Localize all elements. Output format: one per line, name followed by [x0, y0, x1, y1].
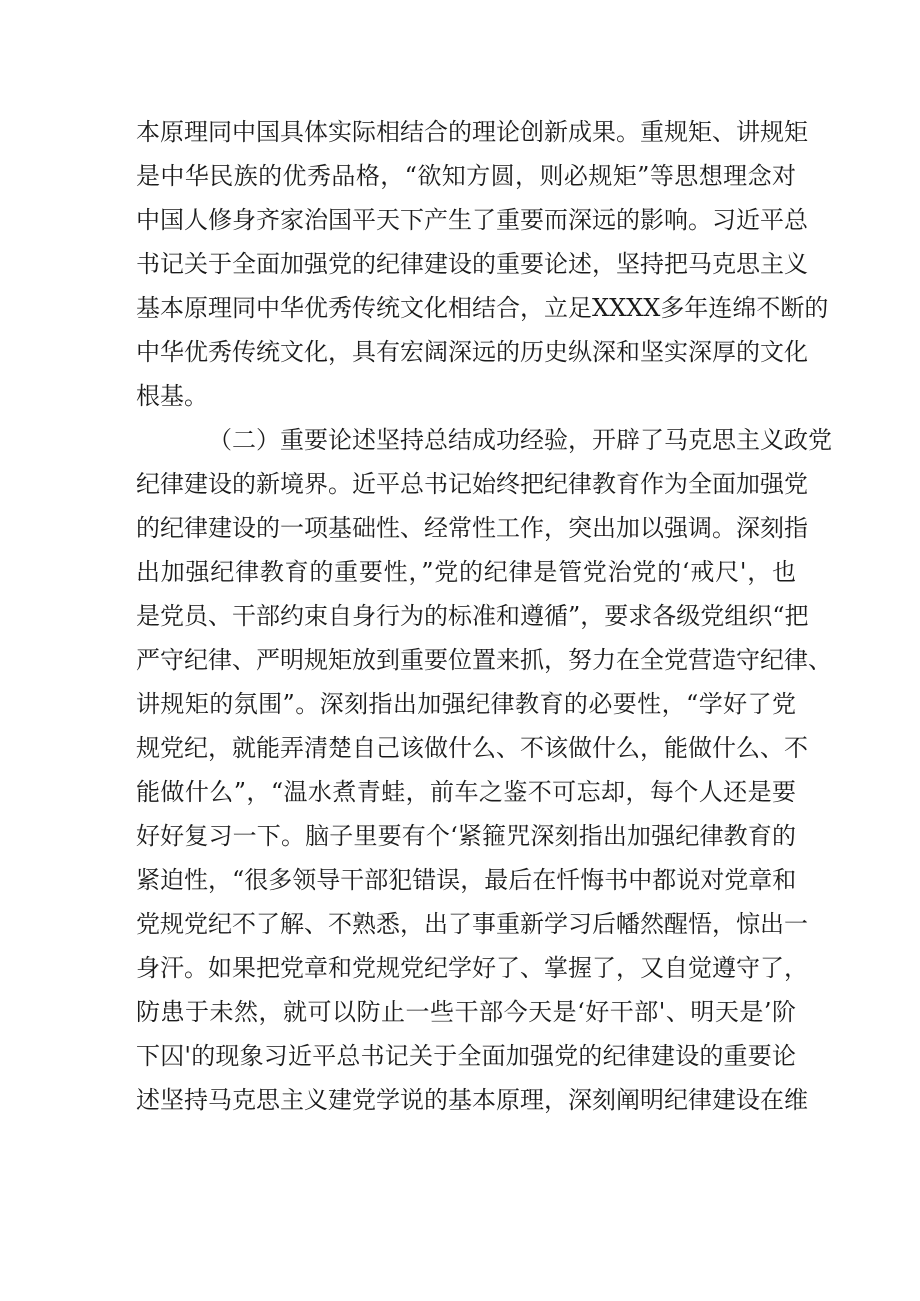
text-line: 党规党纪不了解、不熟悉，出了事重新学习后幡然醒悟，惊出一 [136, 910, 808, 938]
section-heading-line: （二）重要论述坚持总结成功经验，开辟了马克思主义政党 [208, 426, 832, 454]
text-line: 纪律建设的新境界。近平总书记始终把纪律教育作为全面加强党 [136, 470, 808, 498]
text-line: 好好复习一下。脑子里要有个‘紧箍咒深刻指出加强纪律教育的 [136, 822, 796, 850]
text-line: 中华优秀传统文化，具有宏阔深远的历史纵深和坚实深厚的文化 [136, 338, 808, 366]
text-line: 严守纪律、严明规矩放到重要位置来抓，努力在全党营造守纪律、 [136, 646, 832, 674]
text-line: 的纪律建设的一项基础性、经常性工作，突出加以强调。深刻指 [136, 514, 808, 542]
text-line: 出加强纪律教育的重要性，”党的纪律是管党治党的‘戒尺'，也 [136, 558, 796, 586]
text-line: 身汗。如果把党章和党规党纪学好了、掌握了，又自觉遵守了， [136, 954, 808, 982]
text-line: 述坚持马克思主义建党学说的基本原理，深刻阐明纪律建设在维 [136, 1086, 808, 1114]
text-line: 根基。 [136, 382, 208, 410]
text-line: 是党员、干部约束自身行为的标准和遵循”，要求各级党组织“把 [136, 602, 809, 630]
text-line: 本原理同中国具体实际相结合的理论创新成果。重规矩、讲规矩 [136, 118, 808, 146]
text-line: 防患于未然，就可以防止一些干部今天是‘好干部'、明天是’阶 [136, 998, 796, 1026]
text-line: 紧迫性，“很多领导干部犯错误，最后在忏悔书中都说对党章和 [136, 866, 797, 894]
text-line: 是中华民族的优秀品格，“欲知方圆，则必规矩”等思想理念对 [136, 162, 796, 190]
text-line: 能做什么”，“温水煮青蛙，前车之鉴不可忘却，每个人还是要 [136, 778, 796, 806]
text-line: 下囚'的现象习近平总书记关于全面加强党的纪律建设的重要论 [136, 1042, 796, 1070]
text-line: 讲规矩的氛围”。深刻指出加强纪律教育的必要性，“学好了党 [136, 690, 796, 718]
text-line: 书记关于全面加强党的纪律建设的重要论述，坚持把马克思主义 [136, 250, 808, 278]
text-line: 中国人修身齐家治国平天下产生了重要而深远的影响。习近平总 [136, 206, 808, 234]
text-line: 基本原理同中华优秀传统文化相结合，立足XXXX多年连绵不断的 [136, 294, 829, 322]
text-line: 规党纪，就能弄清楚自己该做什么、不该做什么，能做什么、不 [136, 734, 808, 762]
